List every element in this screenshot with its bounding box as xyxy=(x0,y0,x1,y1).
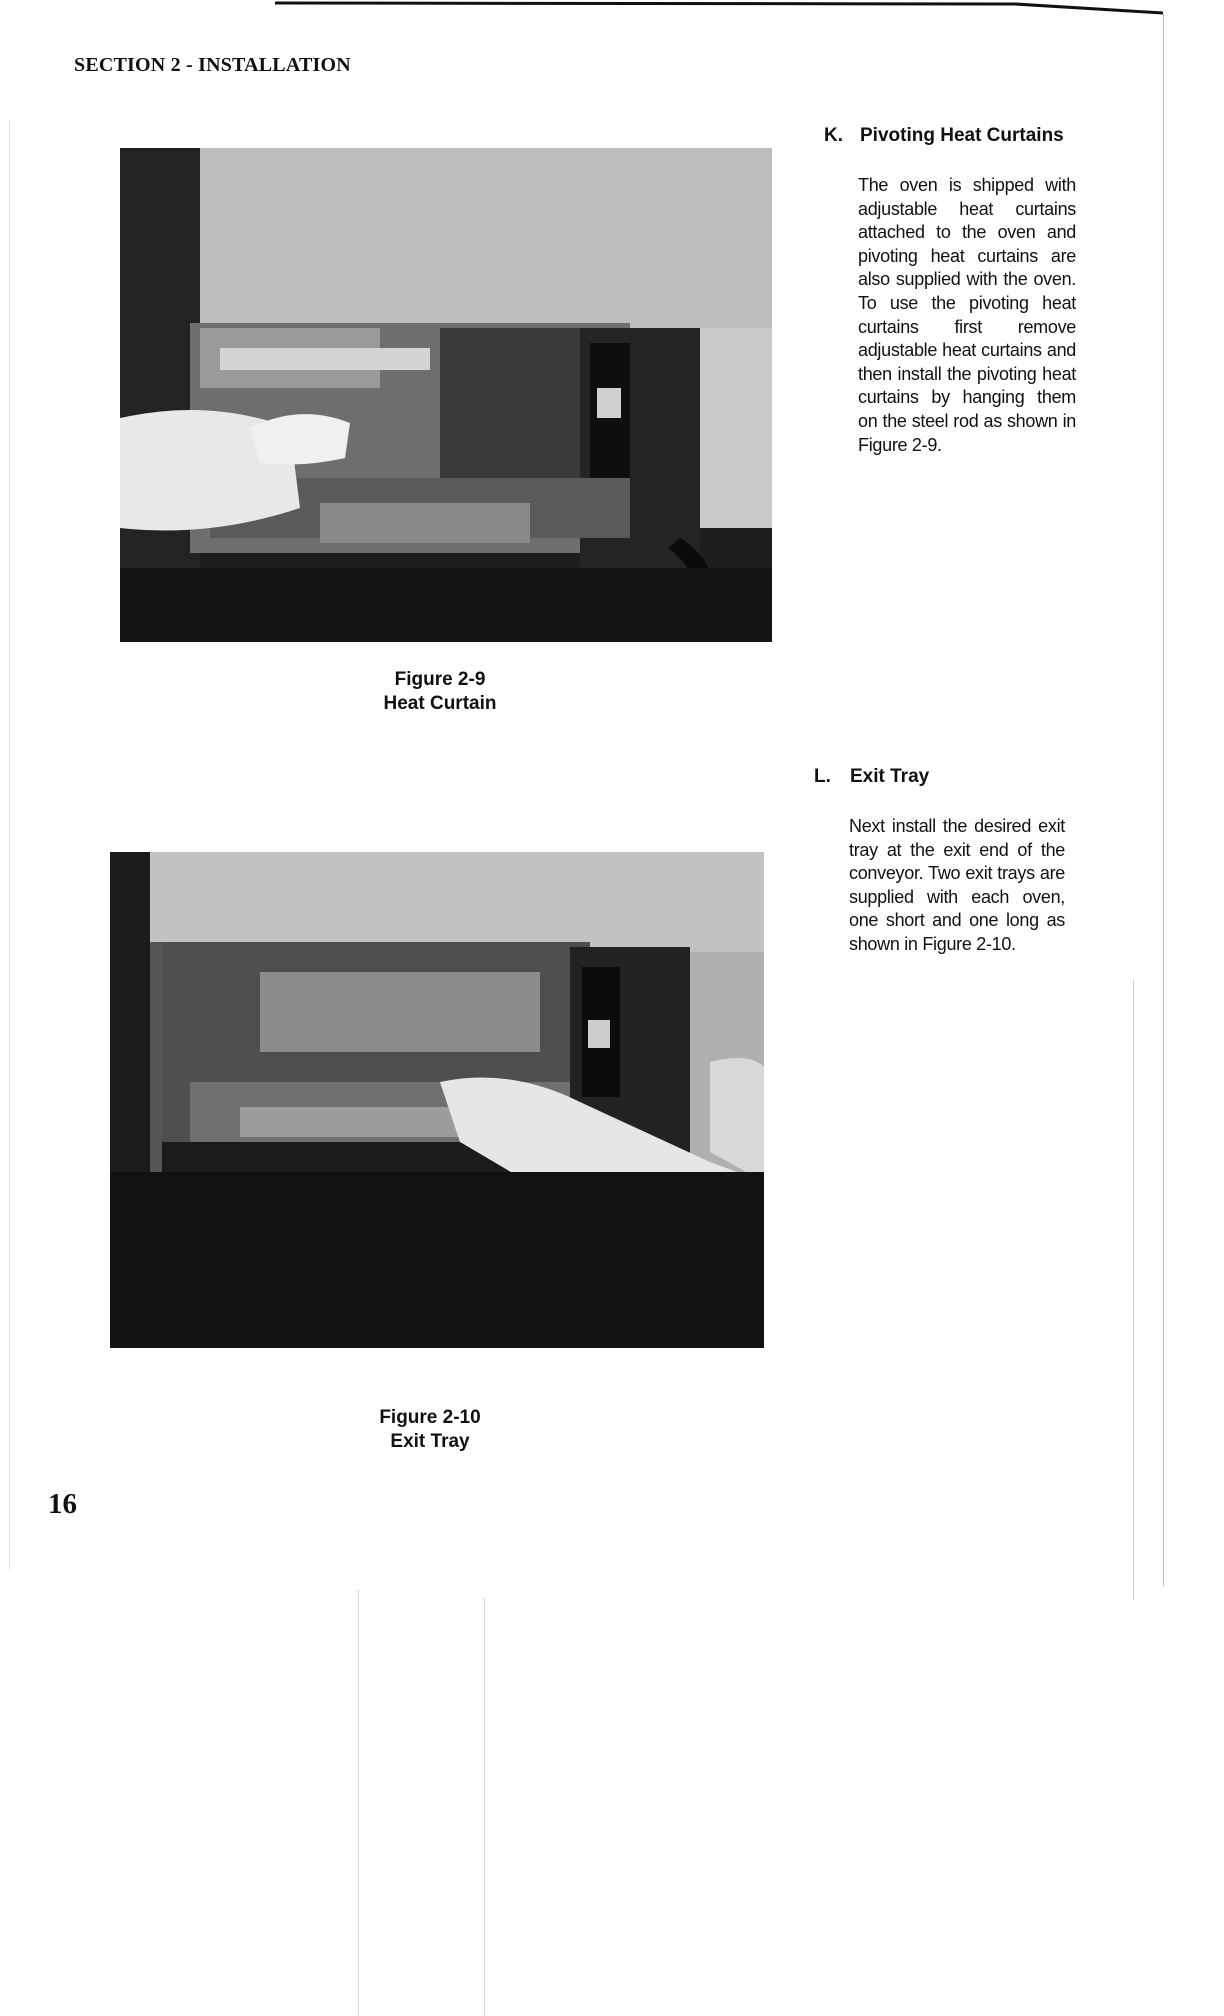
top-border-rule xyxy=(275,0,1165,16)
figure-number: Figure 2-10 xyxy=(379,1407,481,1428)
step-letter: L. xyxy=(814,766,831,787)
step-l-body: Next install the desired exit tray at the exit end of the conveyor. Two exit trays are supplied with each oven, one short and one long as shown in Figure 2-10. xyxy=(849,816,1065,954)
figure-2-9-photo xyxy=(120,148,772,642)
step-letter: K. xyxy=(824,125,843,146)
left-page-edge xyxy=(9,120,10,1570)
section-header: SECTION 2 - INSTALLATION xyxy=(74,54,351,76)
right-page-edge xyxy=(1163,14,1164,1586)
figure-title: Exit Tray xyxy=(390,1431,470,1452)
page-number: 16 xyxy=(48,1488,77,1520)
step-k-heading xyxy=(824,125,1064,147)
binding-line-right xyxy=(484,1598,485,2016)
figure-title: Heat Curtain xyxy=(383,693,497,714)
figure-2-10-caption xyxy=(310,1406,550,1454)
figure-number: Figure 2-9 xyxy=(394,669,486,690)
step-title: Pivoting Heat Curtains xyxy=(860,125,1064,146)
step-l-heading xyxy=(814,766,929,788)
binding-line-left xyxy=(358,1590,359,2016)
step-title: Exit Tray xyxy=(850,766,930,787)
right-page-edge-inner xyxy=(1133,980,1134,1600)
figure-2-10-photo xyxy=(110,852,764,1348)
step-k-body: The oven is shipped with adjustable heat curtains attached to the oven and pivoting heat curtains are also supplied with the oven. To use the pivoting heat curtains first remove adjustable heat curtains and then install the pivoting heat curtains by hanging them on the steel rod as shown in Figure 2-9. xyxy=(858,175,1076,455)
figure-2-9-caption xyxy=(320,668,560,716)
